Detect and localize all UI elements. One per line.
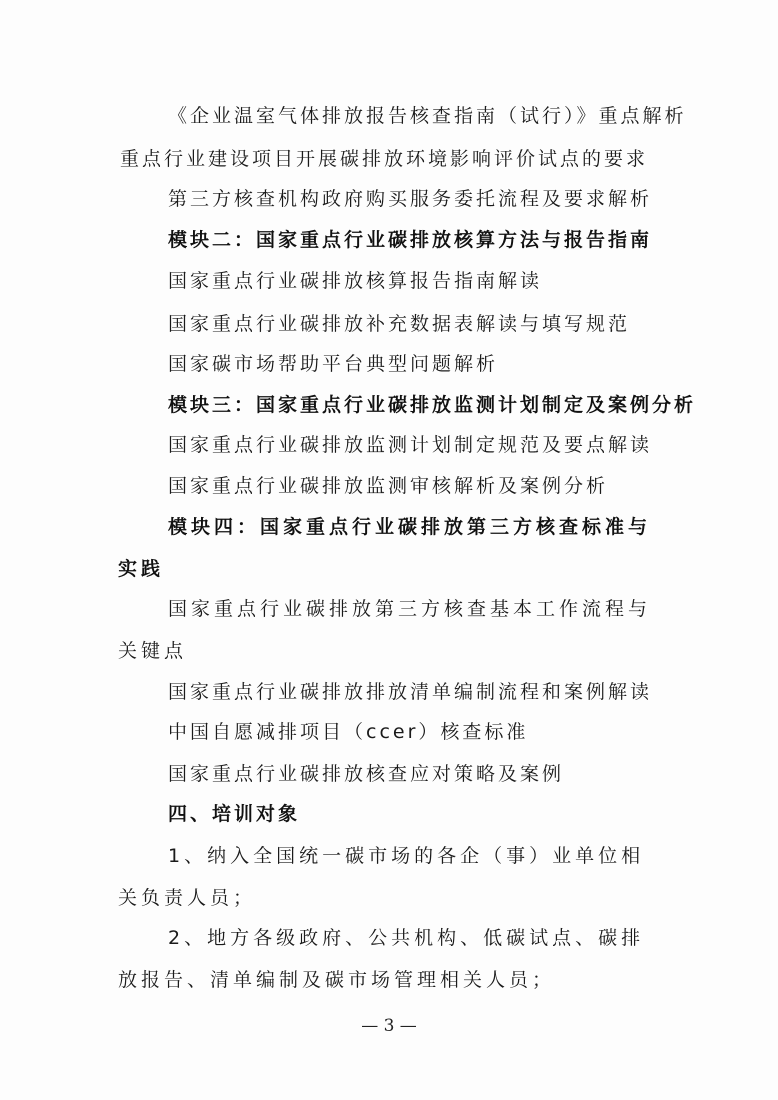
- text-line: 《企业温室气体排放报告核查指南（试行）》重点解析: [168, 105, 687, 127]
- text-line: 第三方核查机构政府购买服务委托流程及要求解析: [168, 188, 653, 210]
- text-line: 国家重点行业碳排放监测计划制定规范及要点解读: [168, 434, 653, 456]
- text-line: 国家重点行业碳排放第三方核查基本工作流程与关键点: [118, 598, 652, 662]
- page-number: — 3 —: [361, 1016, 417, 1036]
- text-line: 国家重点行业碳排放补充数据表解读与填写规范: [168, 313, 631, 335]
- text-paragraph: 2、地方各级政府、公共机构、低碳试点、碳排放报告、清单编制及碳市场管理相关人员；: [118, 927, 645, 991]
- text-line: 国家重点行业碳排放核算报告指南解读: [168, 270, 543, 292]
- module-heading: 模块四：国家重点行业碳排放第三方核查标准与实践: [118, 516, 652, 580]
- text-paragraph: 1、纳入全国统一碳市场的各企（事）业单位相关负责人员；: [118, 845, 645, 909]
- module-heading: 模块三：国家重点行业碳排放监测计划制定及案例分析: [168, 394, 697, 416]
- text-line: 国家重点行业碳排放监测审核解析及案例分析: [168, 475, 609, 497]
- text-line: 国家重点行业碳排放核查应对策略及案例: [168, 763, 565, 785]
- text-line: 国家重点行业碳排放排放清单编制流程和案例解读: [168, 681, 653, 703]
- section-heading: 四、培训对象: [168, 803, 301, 825]
- module-heading: 模块二：国家重点行业碳排放核算方法与报告指南: [168, 229, 653, 251]
- text-line: 国家碳市场帮助平台典型问题解析: [168, 353, 499, 375]
- text-line: 重点行业建设项目开展碳排放环境影响评价试点的要求: [120, 148, 649, 170]
- text-line: 中国自愿减排项目（ccer）核查标准: [168, 721, 529, 743]
